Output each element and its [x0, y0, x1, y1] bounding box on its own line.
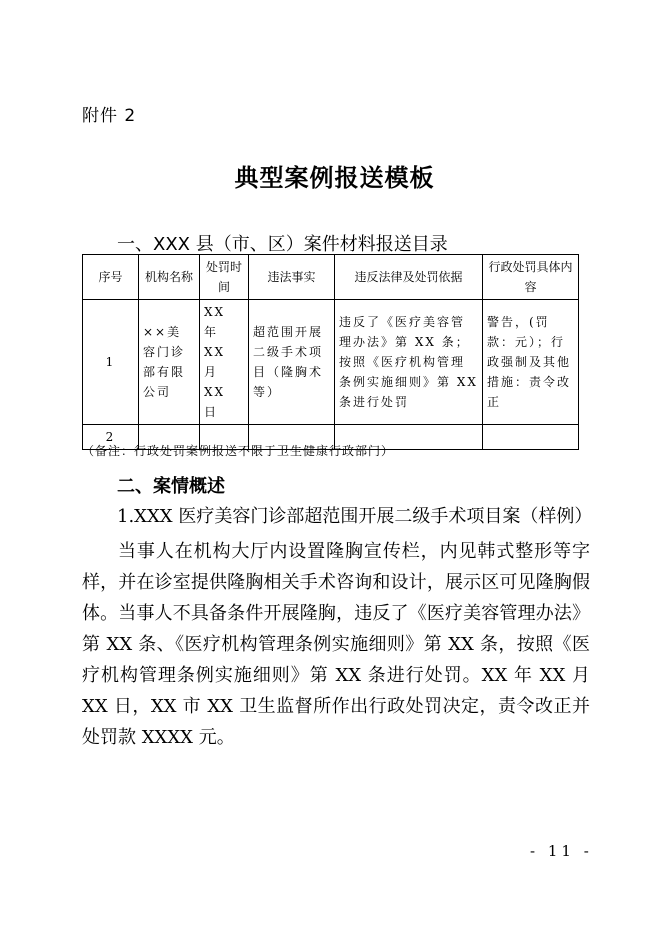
case-body: 当事人在机构大厅内设置隆胸宣传栏，内见韩式整形等字样，并在诊室提供隆胸相关手术咨询和设计，展示区可见隆胸假体。当事人不具备条件开展隆胸，违反了《医疗美容管理办法》第 XX 条、《医疗机构管理条例实施细则》第 XX 条，按照《医疗机构管理条例实施细则》第 XX 条进行处罚。XX 年 XX 月 XX 日，XX 市 XX 卫生监督所作出行政处罚决定，责令改正并处罚款 XXXX 元。: [82, 541, 590, 748]
table-header-row: [83, 255, 579, 300]
header-index: 序号: [83, 255, 139, 300]
header-penalty: 行政处罚具体内容: [483, 255, 579, 300]
case-title: 1.XXX 医疗美容门诊部超范围开展二级手术项目案（样例）: [117, 506, 593, 527]
cell-facts: 超范围开展二级手术项目（隆胸术等）: [249, 300, 335, 425]
cell-legal-basis: 违反了《医疗美容管理办法》第 XX 条；按照《医疗机构管理条例实施细则》第 XX 条进行处罚: [335, 300, 483, 425]
attachment-label: 附件 2: [82, 106, 137, 126]
document-title: 典型案例报送模板: [234, 164, 435, 192]
header-time: 处罚时间: [200, 255, 249, 300]
table-note: （备注：行政处罚案例报送不限于卫生健康行政部门）: [82, 444, 395, 458]
cell-index: 1: [83, 300, 139, 425]
header-legal-basis: 违反法律及处罚依据: [335, 255, 483, 300]
page-number: - 11 -: [530, 842, 593, 860]
cell-institution: ××美容门诊部有限公司: [139, 300, 200, 425]
cell-penalty: 警告，(罚款：元）；行政强制及其他措施：责令改正: [483, 300, 579, 425]
case-table: [82, 254, 579, 450]
cell-time: XX 年 XX 月 XX 日: [200, 300, 249, 425]
header-facts: 违法事实: [249, 255, 335, 300]
section1-heading: 一、XXX 县（市、区）案件材料报送目录: [117, 234, 448, 255]
table-row: [83, 300, 579, 425]
cell-index: 2: [83, 425, 139, 450]
cell-penalty: [483, 425, 579, 450]
section2-heading: 二、案情概述: [117, 476, 225, 497]
header-institution: 机构名称: [139, 255, 200, 300]
